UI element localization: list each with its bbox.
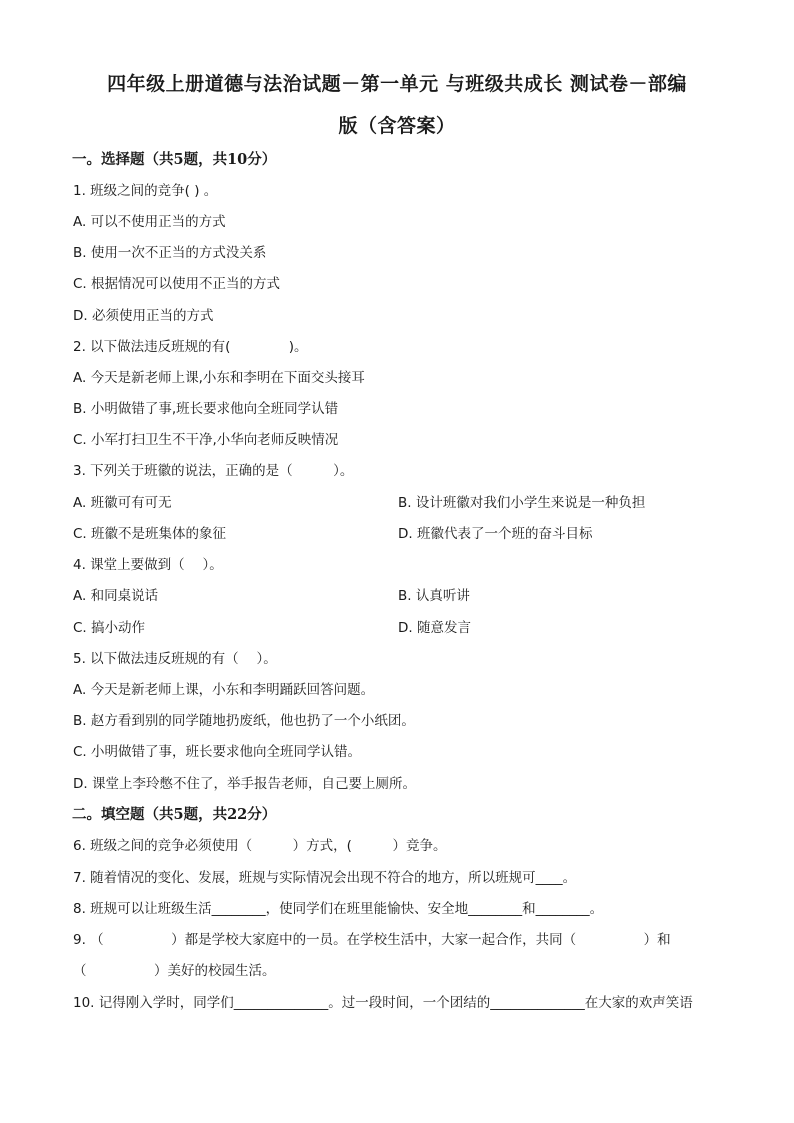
option-a: A. 班徽可有可无: [73, 495, 172, 511]
section-heading-choice: 一。选择题（共5题，共10分）: [72, 151, 277, 168]
fill-question: 6. 班级之间的竞争必须使用（ ）方式，( ）竞争。: [73, 838, 447, 854]
fill-question: 8. 班规可以让班级生活________，使同学们在班里能愉快、安全地________和________。: [73, 901, 604, 917]
fill-question: 7. 随着情况的变化、发展，班规与实际情况会出现不符合的地方，所以班规可____。: [73, 870, 577, 886]
option-d: D. 必须使用正当的方式: [73, 308, 214, 324]
question-stem: 5. 以下做法违反班规的有（ ）。: [73, 651, 277, 667]
fill-question: 9. （ ）都是学校大家庭中的一员。在学校生活中，大家一起合作，共同（ ）和: [73, 932, 671, 948]
option-b: B. 小明做错了事,班长要求他向全班同学认错: [73, 401, 339, 417]
option-a: A. 可以不使用正当的方式: [73, 214, 226, 230]
option-b: B. 设计班徽对我们小学生来说是一种负担: [398, 495, 646, 511]
question-stem: 3. 下列关于班徽的说法，正确的是（ ）。: [73, 463, 354, 479]
option-a: A. 和同桌说话: [73, 588, 159, 604]
option-c: C. 根据情况可以使用不正当的方式: [73, 276, 281, 292]
option-d: D. 课堂上李玲憋不住了，举手报告老师，自己要上厕所。: [73, 776, 416, 792]
option-a: A. 今天是新老师上课,小东和李明在下面交头接耳: [73, 370, 365, 386]
fill-question: 10. 记得刚入学时，同学们______________。过一段时间，一个团结的______________在大家的欢声笑语: [73, 995, 693, 1011]
fill-question-continued: （ ）美好的校园生活。: [73, 963, 276, 979]
section-heading-fill: 二。填空题（共5题，共22分）: [72, 806, 277, 823]
option-d: D. 班徽代表了一个班的奋斗目标: [398, 526, 593, 542]
option-c: C. 小明做错了事，班长要求他向全班同学认错。: [73, 744, 362, 760]
question-stem: 2. 以下做法违反班规的有( )。: [73, 339, 308, 355]
page-title-continued: 版（含答案）: [338, 115, 456, 137]
option-c: C. 小军打扫卫生不干净,小华向老师反映情况: [73, 432, 339, 448]
page-title: 四年级上册道德与法治试题－第一单元 与班级共成长 测试卷－部编: [107, 73, 687, 95]
option-b: B. 认真听讲: [398, 588, 470, 604]
question-stem: 4. 课堂上要做到（ ）。: [73, 557, 223, 573]
option-d: D. 随意发言: [398, 620, 471, 636]
option-b: B. 赵方看到别的同学随地扔废纸，他也扔了一个小纸团。: [73, 713, 415, 729]
question-stem: 1. 班级之间的竞争( ) 。: [73, 183, 218, 199]
option-b: B. 使用一次不正当的方式没关系: [73, 245, 267, 261]
option-a: A. 今天是新老师上课，小东和李明踊跃回答问题。: [73, 682, 375, 698]
option-c: C. 班徽不是班集体的象征: [73, 526, 227, 542]
option-c: C. 搞小动作: [73, 620, 146, 636]
